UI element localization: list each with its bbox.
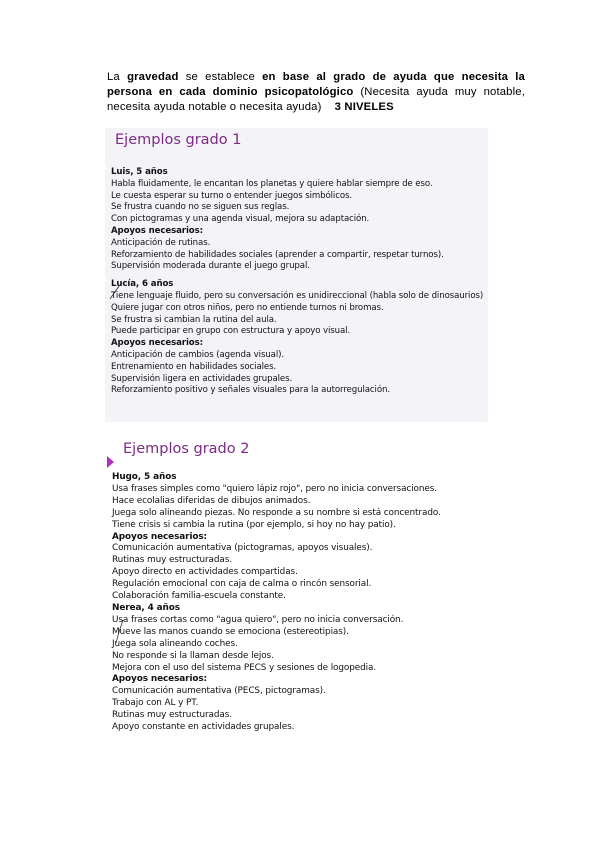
text-line: Se frustra cuando no se siguen sus reglas. [111,202,290,213]
text-line: Le cuesta esperar su turno o entender juegos simbólicos. [111,190,353,201]
text-line: Entrenamiento en habilidades sociales. [111,361,277,372]
section-heading: Apoyos necesarios: [111,338,203,349]
section-heading: Nerea, 4 años [112,602,180,613]
text-line: Reforzamiento de habilidades sociales (aprender a compartir, respetar turnos). [111,249,444,260]
text-line: Colaboración familia-escuela constante. [112,591,286,602]
text-line: Rutinas muy estructuradas. [112,555,233,566]
triangle-marker-icon [107,456,114,468]
text-line: Regulación emocional con caja de calma o rincón sensorial. [112,579,372,590]
examples-grade-2-panel [105,440,468,766]
text-line: Supervisión ligera en actividades grupales. [111,373,293,384]
text-line: Trabajo con AL y PT. [112,698,199,709]
intro-text: La [107,71,128,83]
text-line: Reforzamiento positivo y señales visuales para la autorregulación. [111,385,390,396]
intro-bold-levels: 3 NIVELES [334,101,394,113]
intro-text: (Necesita ayuda muy notable, necesita ayuda notable o necesita ayuda) [107,86,525,113]
text-line: Puede participar en grupo con estructura y apoyo visual. [111,326,351,337]
section-heading: Apoyos necesarios: [111,225,203,236]
text-line: Hace ecolalias diferidas de dibujos animados. [112,495,311,506]
intro-bold-gravedad: gravedad [127,71,179,83]
section-heading: Hugo, 5 años [112,472,177,482]
panel-lines [111,167,486,397]
text-line: Juega sola alineando coches. [112,638,238,649]
text-line: Comunicación aumentativa (PECS, pictogramas). [112,686,326,697]
text-line: Supervisión moderada durante el juego grupal. [111,261,310,272]
pen-mark-icon [108,284,122,300]
text-line: Anticipación de rutinas. [111,237,211,248]
panel-title: Ejemplos grado 1 [115,132,242,148]
text-line: Habla fluidamente, le encantan los planetas y quiere hablar siempre de eso. [111,178,433,189]
text-line: Con pictogramas y una agenda visual, mejora su adaptación. [111,214,370,225]
intro-text: se establece [178,71,263,83]
text-line: Rutinas muy estructuradas. [112,710,233,721]
text-line: Comunicación aumentativa (pictogramas, apoyos visuales). [112,543,373,554]
section-heading: Luis, 5 años [111,167,168,177]
section-heading: Apoyos necesarios: [112,531,208,542]
panel-lines [112,472,466,734]
section-heading: Lucía, 6 años [111,279,174,290]
text-line: Anticipación de cambios (agenda visual). [111,349,285,360]
text-line: Apoyo directo en actividades compartidas. [112,567,298,578]
panel-title: Ejemplos grado 2 [123,441,250,457]
intro-paragraph [107,70,525,115]
text-line: Tiene lenguaje fluido, pero su conversación es unidireccional (habla solo de dinosaurios) [111,290,484,301]
intro-bold-criterion: en base al grado de ayuda que necesita la persona en cada dominio psicopatológico [107,71,525,98]
text-line: Apoyo constante en actividades grupales. [112,722,295,733]
text-line: Se frustra si cambian la rutina del aula. [111,314,277,325]
text-line: Usa frases simples como "quiero lápiz rojo", pero no inicia conversaciones. [112,483,438,494]
section-heading: Apoyos necesarios: [112,674,208,685]
text-line: No responde si la llaman desde lejos. [112,650,274,661]
text-line: Tiene crisis si cambia la rutina (por ejemplo, si hoy no hay patio). [112,519,396,530]
text-line: Mueve las manos cuando se emociona (estereotipias). [112,626,349,637]
text-line: Quiere jugar con otros niños, pero no entiende turnos ni bromas. [111,302,384,313]
text-line: Mejora con el uso del sistema PECS y sesiones de logopedia. [112,662,377,673]
pen-mark-icon [113,618,127,644]
examples-grade-1-panel [105,128,488,422]
text-line: Juega solo alineando piezas. No responde a su nombre si está concentrado. [112,507,441,518]
text-line: Usa frases cortas como "agua quiero", pero no inicia conversación. [112,614,404,625]
